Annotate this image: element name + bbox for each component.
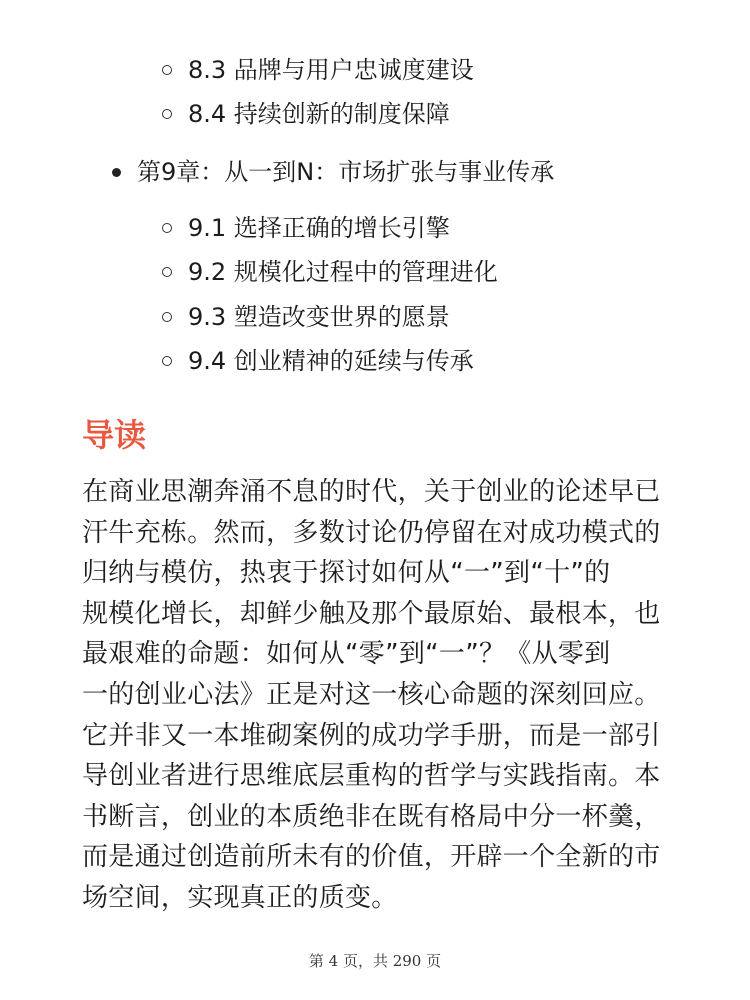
toc-item-label: 8.4 持续创新的制度保障 (188, 100, 450, 128)
toc-item-9-1[interactable] (162, 206, 450, 250)
toc-chapter-label: 第9章：从一到N：市场扩张与事业传承 (137, 158, 555, 186)
toc-item-9-3[interactable] (162, 295, 450, 339)
paragraph-line: 在商业思潮奔涌不息的时代，关于创业的论述早已 (82, 477, 661, 507)
section-heading: 导读 (82, 416, 147, 454)
toc-item-label: 9.3 塑造改变世界的愿景 (188, 303, 450, 331)
toc-item-8-4[interactable] (162, 92, 450, 136)
body-paragraph (82, 472, 672, 919)
paragraph-line: 规模化增长，却鲜少触及那个最原始、最根本，也 (82, 598, 661, 629)
solid-bullet-icon (112, 168, 121, 177)
hollow-bullet-icon (162, 223, 172, 233)
paragraph-line: 最艰难的命题：如何从“零”到“一”？《从零到 (82, 639, 611, 670)
toc-chapter-9[interactable] (112, 150, 554, 194)
paragraph-line: 汗牛充栋。然而，多数讨论仍停留在对成功模式的 (82, 517, 661, 548)
paragraph-line: 一的创业心法》正是对这一核心命题的深刻回应。 (82, 679, 661, 710)
toc-item-label: 9.4 创业精神的延续与传承 (188, 347, 474, 375)
paragraph-line: 书断言，创业的本质绝非在既有格局中分一杯羹， (82, 801, 661, 832)
hollow-bullet-icon (162, 109, 172, 119)
toc-item-9-4[interactable] (162, 339, 474, 383)
paragraph-line: 归纳与模仿，热衷于探讨如何从“一”到“十”的 (82, 558, 611, 589)
toc-item-label: 9.2 规模化过程中的管理进化 (188, 258, 498, 286)
paragraph-line: 导创业者进行思维底层重构的哲学与实践指南。本 (82, 761, 661, 792)
paragraph-line: 而是通过创造前所未有的价值，开辟一个全新的市 (82, 842, 661, 873)
hollow-bullet-icon (162, 267, 172, 277)
hollow-bullet-icon (162, 312, 172, 322)
paragraph-line: 场空间，实现真正的质变。 (82, 882, 398, 913)
toc-item-9-2[interactable] (162, 250, 498, 294)
paragraph-line: 它并非又一本堆砌案例的成功学手册，而是一部引 (82, 720, 661, 751)
toc-item-label: 8.3 品牌与用户忠诚度建设 (188, 56, 474, 84)
toc-item-label: 9.1 选择正确的增长引擎 (188, 214, 450, 242)
toc-item-8-3[interactable] (162, 48, 474, 92)
hollow-bullet-icon (162, 65, 172, 75)
page-number-footer: 第 4 页，共 290 页 (308, 952, 442, 970)
hollow-bullet-icon (162, 356, 172, 366)
